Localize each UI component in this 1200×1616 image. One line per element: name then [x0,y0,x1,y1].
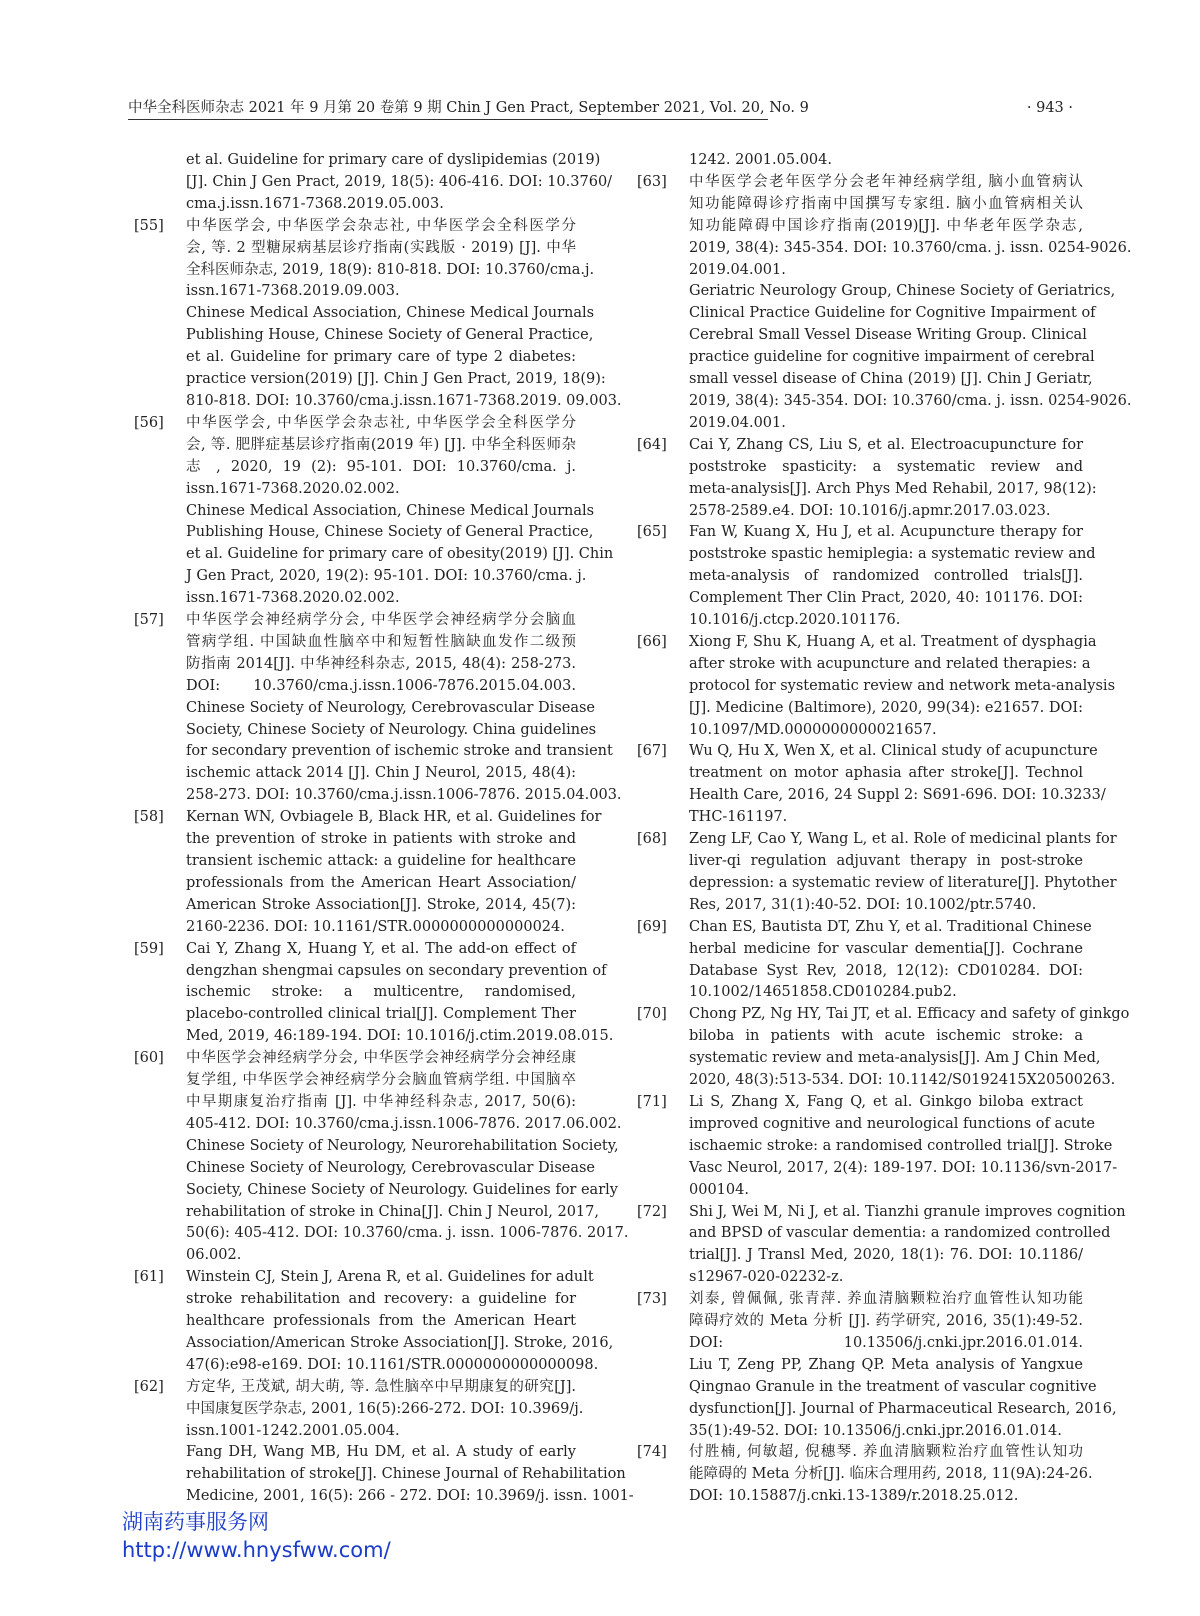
reference-line: Winstein CJ, Stein J, Arena R, et al. Guidelines for adult [186,1269,594,1286]
watermark-url[interactable]: http://www.hnysfww.com/ [122,1538,391,1562]
reference-number: [64] [637,436,667,453]
reference-column-left [134,150,634,1508]
reference-entry [637,1289,1117,1442]
reference-line: 中华医学会老年医学分会老年神经病学组, 脑小血管病认 [689,173,1083,190]
reference-line: Cerebral Small Vessel Disease Writing Group. Clinical [689,327,1087,344]
reference-line: biloba in patients with acute ischemic stroke: a [689,1028,1083,1045]
reference-entry [637,172,1132,435]
reference-line: DOI: 10.13506/j.cnki.jpr.2016.01.014. [689,1334,1083,1351]
reference-line: 10.1002/14651858.CD010284.pub2. [689,984,957,1001]
reference-line: 志 , 2020, 19 (2): 95-101. DOI: 10.3760/cma. j. [186,458,576,475]
reference-entry [134,413,614,610]
reference-line: Publishing House, Chinese Society of General Practice, [186,327,594,344]
reference-line: Cai Y, Zhang X, Huang Y, et al. The add-on effect of [186,940,576,957]
reference-line: Kernan WN, Ovbiagele B, Black HR, et al. Guidelines for [186,809,602,826]
reference-line: healthcare professionals from the American Heart [186,1313,576,1330]
reference-line: 2019.04.001. [689,261,786,278]
reference-line: Health Care, 2016, 24 Suppl 2: S691-696. DOI: 10.3233/ [689,787,1106,804]
reference-number: [66] [637,633,667,650]
reference-line: Med, 2019, 46:189-194. DOI: 10.1016/j.ctim.2019.08.015. [186,1028,614,1045]
reference-line: Li S, Zhang X, Fang Q, et al. Ginkgo biloba extract [689,1093,1083,1110]
reference-line: the prevention of stroke in patients with stroke and [186,831,576,848]
reference-number: [57] [134,612,164,629]
reference-line: [J]. Chin J Gen Pract, 2019, 18(5): 406-416. DOI: 10.3760/ [186,173,613,190]
reference-line: 405-412. DOI: 10.3760/cma.j.issn.1006-7876. 2017.06.002. [186,1115,622,1132]
reference-line: 1242. 2001.05.004. [689,152,832,168]
reference-line: issn.1671-7368.2020.02.002. [186,480,400,497]
reference-line: rehabilitation of stroke[J]. Chinese Journal of Rehabilitation [186,1466,626,1483]
reference-number: [59] [134,940,164,957]
reference-line: 知功能障碍诊疗指南中国撰写专家组. 脑小血管病相关认 [689,195,1083,212]
reference-number: [73] [637,1291,667,1308]
reference-line: poststroke spastic hemiplegia: a systematic review and [689,546,1096,563]
reference-line: rehabilitation of stroke in China[J]. Chin J Neurol, 2017, [186,1203,599,1220]
reference-line: meta-analysis of randomized controlled trials[J]. [689,568,1083,585]
reference-line: 35(1):49-52. DOI: 10.13506/j.cnki.jpr.2016.01.014. [689,1422,1062,1439]
reference-number: [58] [134,809,164,826]
reference-line: 复学组, 中华医学会神经病学分会脑血管病学组. 中国脑卒 [186,1072,576,1089]
reference-line: 全科医师杂志, 2019, 18(9): 810-818. DOI: 10.3760/cma.j. [186,261,595,278]
reference-line: 中华医学会, 中华医学会杂志社, 中华医学会全科医学分 [186,414,576,431]
reference-line: 中华医学会, 中华医学会杂志社, 中华医学会全科医学分 [186,217,576,234]
reference-line: Chinese Society of Neurology, Neurorehabilitation Society, [186,1137,619,1154]
reference-line: dysfunction[J]. Journal of Pharmaceutical Research, 2016, [689,1400,1117,1417]
reference-line: 258-273. DOI: 10.3760/cma.j.issn.1006-7876. 2015.04.003. [186,787,622,804]
reference-line: Chong PZ, Ng HY, Tai JT, et al. Efficacy and safety of ginkgo [689,1006,1130,1023]
reference-line: 中早期康复治疗指南 [J]. 中华神经科杂志, 2017, 50(6): [186,1093,576,1110]
reference-number: [68] [637,831,667,848]
reference-entry [637,1004,1130,1092]
reference-line: Chinese Society of Neurology, Cerebrovascular Disease [186,699,596,716]
reference-line: cma.j.issn.1671-7368.2019.05.003. [186,195,444,212]
reference-entry [134,939,614,1049]
reference-line: protocol for systematic review and network meta-analysis [689,677,1116,694]
reference-entry [637,829,1117,917]
reference-entry [134,1048,629,1267]
reference-number: [60] [134,1050,164,1067]
reference-entry [134,216,622,413]
reference-entry [134,610,622,807]
reference-line: ischemic attack 2014 [J]. Chin J Neurol, 2015, 48(4): [186,765,576,782]
reference-line: 方定华, 王茂斌, 胡大萌, 等. 急性脑卒中早期康复的研究[J]. [186,1378,576,1395]
reference-line: 防指南 2014[J]. 中华神经科杂志, 2015, 48(4): 258-273. [186,655,576,672]
reference-line: 中华医学会神经病学分会, 中华医学会神经病学分会脑血 [186,612,576,629]
reference-line: Complement Ther Clin Pract, 2020, 40: 101176. DOI: [689,590,1083,607]
reference-line: systematic review and meta-analysis[J]. Am J Chin Med, [689,1050,1101,1067]
reference-line: practice guideline for cognitive impairment of cerebral [689,349,1095,366]
reference-line: Society, Chinese Society of Neurology. China guidelines [186,721,597,738]
watermark [122,1508,391,1564]
reference-line: 中国康复医学杂志, 2001, 16(5):266-272. DOI: 10.3969/j. [186,1400,584,1417]
reference-number: [55] [134,217,164,234]
reference-number: [70] [637,1006,667,1023]
reference-line: professionals from the American Heart Association/ [186,874,576,891]
reference-line: Fang DH, Wang MB, Hu DM, et al. A study of early [186,1444,576,1461]
reference-line: Chinese Society of Neurology, Cerebrovascular Disease [186,1159,596,1176]
reference-line: herbal medicine for vascular dementia[J]. Cochrane [689,940,1083,957]
reference-line: placebo-controlled clinical trial[J]. Complement Ther [186,1006,576,1023]
reference-line: depression: a systematic review of literature[J]. Phytother [689,874,1117,891]
reference-line: Xiong F, Shu K, Huang A, et al. Treatment of dysphagia [689,633,1097,650]
reference-line: Association/American Stroke Association[J]. Stroke, 2016, [186,1334,614,1351]
reference-line: 2578-2589.e4. DOI: 10.1016/j.apmr.2017.03.023. [689,502,1051,519]
reference-line: s12967-020-02232-z. [689,1269,844,1286]
reference-number: [65] [637,524,667,541]
reference-line: Clinical Practice Guideline for Cognitive Impairment of [689,305,1096,322]
reference-entry [637,632,1116,742]
reference-line: American Stroke Association[J]. Stroke, 2014, 45(7): [186,896,576,913]
reference-line: DOI: 10.3760/cma.j.issn.1006-7876.2015.04.003. [186,677,576,694]
reference-line: and BPSD of vascular dementia: a randomized controlled [689,1225,1111,1242]
reference-column-right [637,150,1132,1508]
reference-line: 10.1016/j.ctcp.2020.101176. [689,612,901,629]
reference-line: Cai Y, Zhang CS, Liu S, et al. Electroacupuncture for [689,436,1083,453]
reference-line: 2019, 38(4): 345-354. DOI: 10.3760/cma. j. issn. 0254-9026. [689,239,1132,256]
reference-line: for secondary prevention of ischemic stroke and transient [186,743,613,760]
reference-line: 2020, 48(3):513-534. DOI: 10.1142/S0192415X20500263. [689,1072,1116,1089]
reference-entry [637,1092,1118,1202]
reference-line: 中华医学会神经病学分会, 中华医学会神经病学分会神经康 [186,1050,576,1067]
reference-line: 10.1097/MD.0000000000021657. [689,721,937,738]
reference-line: 会, 等. 2 型糖尿病基层诊疗指南(实践版 · 2019) [J]. 中华 [186,239,576,256]
reference-line: small vessel disease of China (2019) [J]. Chin J Geriatr, [689,371,1093,388]
reference-line: 障碍疗效的 Meta 分析 [J]. 药学研究, 2016, 35(1):49-52. [689,1313,1083,1330]
reference-entry [134,807,602,938]
reference-entry [637,1202,1126,1290]
reference-number: [67] [637,743,667,760]
reference-entry [637,741,1106,829]
reference-line: 能障碍的 Meta 分析[J]. 临床合理用药, 2018, 11(9A):24-26. [689,1466,1093,1483]
reference-entry [637,917,1092,1005]
reference-line: Medicine, 2001, 16(5): 266 - 272. DOI: 10.3969/j. issn. 1001- [186,1488,634,1505]
reference-line: Chinese Medical Association, Chinese Medical Journals [186,502,595,519]
reference-line: Chinese Medical Association, Chinese Medical Journals [186,305,595,322]
reference-line: practice version(2019) [J]. Chin J Gen Pract, 2019, 18(9): [186,371,606,388]
reference-line: 2160-2236. DOI: 10.1161/STR.0000000000000024. [186,918,565,935]
reference-line: trial[J]. J Transl Med, 2020, 18(1): 76. DOI: 10.1186/ [689,1247,1083,1264]
header-rule [128,119,768,120]
reference-line: 50(6): 405-412. DOI: 10.3760/cma. j. issn. 1006-7876. 2017. [186,1225,629,1242]
reference-entry [134,1267,614,1377]
watermark-name: 湖南药事服务网 [122,1510,269,1534]
reference-line: 刘泰, 曾佩佩, 张青萍. 养血清脑颗粒治疗血管性认知功能 [689,1291,1083,1308]
journal-citation: 中华全科医师杂志 2021 年 9 月第 20 卷第 9 期 Chin J Gen Pract, September 2021, Vol. 20, No. 9 [128,100,809,116]
reference-number: [72] [637,1203,667,1220]
reference-line: Chan ES, Bautista DT, Zhu Y, et al. Traditional Chinese [689,918,1092,935]
reference-line: 06.002. [186,1247,242,1264]
reference-line: 2019, 38(4): 345-354. DOI: 10.3760/cma. j. issn. 0254-9026. [689,392,1132,409]
reference-line: Res, 2017, 31(1):40-52. DOI: 10.1002/ptr.5740. [689,896,1037,913]
reference-entry [637,522,1096,632]
reference-entry [637,1442,1093,1508]
reference-line: treatment on motor aphasia after stroke[J]. Technol [689,765,1083,782]
reference-line: liver-qi regulation adjuvant therapy in post-stroke [689,853,1083,869]
reference-line: et al. Guideline for primary care of type 2 diabetes: [186,349,576,366]
reference-line: Geriatric Neurology Group, Chinese Society of Geriatrics, [689,283,1116,300]
page-number: · 943 · [1026,100,1073,116]
reference-line: 2019.04.001. [689,414,786,431]
reference-line: Qingnao Granule in the treatment of vascular cognitive [689,1378,1097,1395]
reference-line: 付胜楠, 何敏超, 倪穗琴. 养血清脑颗粒治疗血管性认知功 [689,1444,1083,1461]
reference-line: J Gen Pract, 2020, 19(2): 95-101. DOI: 10.3760/cma. j. [186,568,587,585]
reference-line: [J]. Medicine (Baltimore), 2020, 99(34): e21657. DOI: [689,699,1083,716]
reference-entry [637,435,1097,523]
reference-line: Shi J, Wei M, Ni J, et al. Tianzhi granule improves cognition [689,1203,1126,1220]
reference-entry [134,150,613,216]
reference-line: ischaemic stroke: a randomised controlled trial[J]. Stroke [689,1137,1113,1154]
reference-line: transient ischemic attack: a guideline for healthcare [186,853,576,869]
reference-entry [637,150,1083,172]
reference-line: ischemic stroke: a multicentre, randomised, [186,984,576,1001]
reference-line: meta-analysis[J]. Arch Phys Med Rehabil, 2017, 98(12): [689,480,1097,497]
reference-line: et al. Guideline for primary care of obesity(2019) [J]. Chin [186,546,614,563]
reference-line: 810-818. DOI: 10.3760/cma.j.issn.1671-7368.2019. 09.003. [186,392,622,409]
reference-number: [63] [637,173,667,190]
reference-number: [71] [637,1093,667,1110]
reference-line: issn.1001-1242.2001.05.004. [186,1422,400,1439]
reference-line: poststroke spasticity: a systematic review and [689,458,1083,475]
reference-number: [74] [637,1444,667,1461]
reference-line: 管病学组. 中国缺血性脑卒中和短暂性脑缺血发作二级预 [186,633,576,650]
reference-line: 会, 等. 肥胖症基层诊疗指南(2019 年) [J]. 中华全科医师杂 [186,436,576,453]
reference-line: dengzhan shengmai capsules on secondary prevention of [186,962,607,979]
reference-line: et al. Guideline for primary care of dyslipidemias (2019) [186,152,601,168]
reference-line: Vasc Neurol, 2017, 2(4): 189-197. DOI: 10.1136/svn-2017- [689,1159,1118,1176]
reference-line: Liu T, Zeng PP, Zhang QP. Meta analysis of Yangxue [689,1356,1083,1373]
reference-number: [62] [134,1378,164,1395]
reference-line: 000104. [689,1181,749,1198]
reference-line: improved cognitive and neurological functions of acute [689,1115,1096,1132]
running-header [128,96,1073,120]
reference-line: issn.1671-7368.2019.09.003. [186,283,400,300]
reference-line: Publishing House, Chinese Society of General Practice, [186,524,594,541]
reference-number: [69] [637,918,667,935]
reference-line: 47(6):e98-e169. DOI: 10.1161/STR.0000000000000098. [186,1356,599,1373]
reference-line: 知功能障碍中国诊疗指南(2019)[J]. 中华老年医学杂志, [689,217,1083,234]
reference-line: Wu Q, Hu X, Wen X, et al. Clinical study of acupuncture [689,743,1098,760]
reference-line: Fan W, Kuang X, Hu J, et al. Acupuncture therapy for [689,524,1083,541]
reference-entry [134,1377,634,1508]
reference-line: Society, Chinese Society of Neurology. Guidelines for early [186,1181,618,1198]
reference-line: Zeng LF, Cao Y, Wang L, et al. Role of medicinal plants for [689,831,1117,848]
reference-line: Database Syst Rev, 2018, 12(12): CD010284. DOI: [689,962,1083,979]
reference-line: after stroke with acupuncture and related therapies: a [689,655,1091,672]
reference-number: [56] [134,414,164,431]
reference-line: issn.1671-7368.2020.02.002. [186,590,400,607]
reference-number: [61] [134,1269,164,1286]
reference-line: THC-161197. [689,809,788,826]
reference-line: DOI: 10.15887/j.cnki.13-1389/r.2018.25.012. [689,1488,1019,1505]
reference-line: stroke rehabilitation and recovery: a guideline for [186,1291,576,1308]
